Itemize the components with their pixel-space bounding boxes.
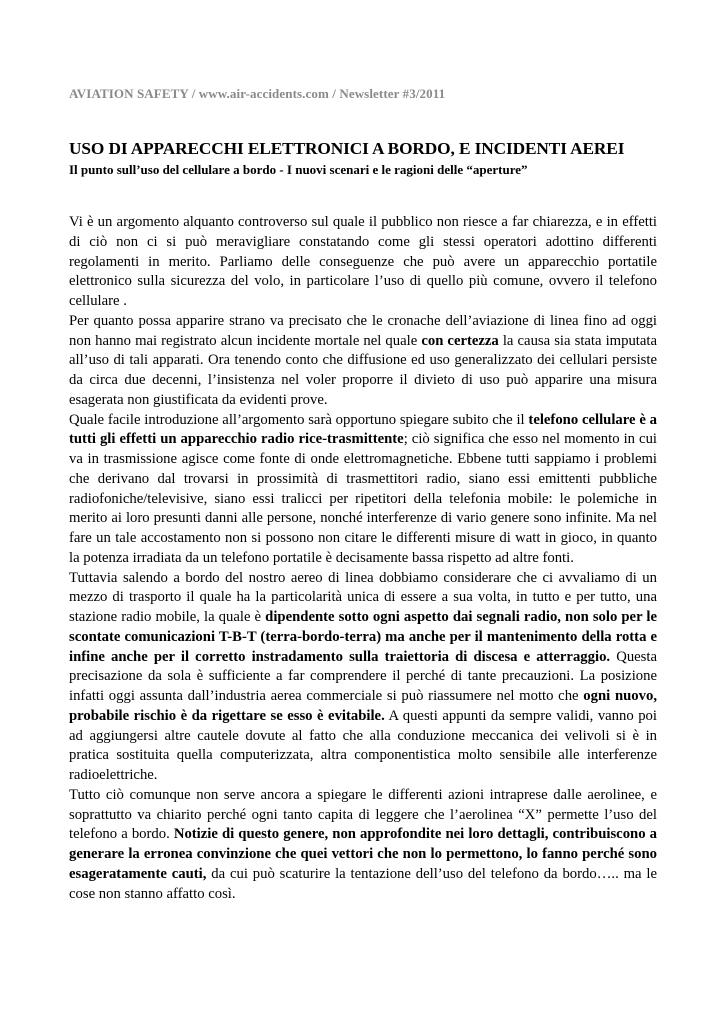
paragraph-text: Tutto ciò comunque non serve ancora a spiegare le differenti azioni intraprese dalle aerolinee, e soprattutto va chiarito perché ogni tanto capita di leggere che l’aerolinea “X” permette l’uso del telefono a bordo.	[69, 786, 657, 843]
paragraph	[69, 786, 657, 905]
article-body	[69, 213, 657, 904]
paragraph-text: da cui può scaturire la tentazione dell’uso del telefono da bordo….. ma le cose non stanno affatto così.	[69, 865, 657, 902]
paragraph-text: la causa sia stata imputata all’uso di tali apparati. Ora tenendo conto che diffusione ed uso generalizzato dei cellulari persiste da circa due decenni, l’insistenza nel voler proporre il divieto di uso può apparire una misura esagerata non giustificata da evidenti prove.	[69, 332, 657, 408]
newsletter-header: AVIATION SAFETY / www.air-accidents.com / Newsletter #3/2011	[69, 86, 446, 101]
paragraph-text: ; ciò significa che esso nel momento in cui va in trasmissione agisce come fonte di onde elettromagnetiche. Ebbene tutti sappiamo i problemi che derivano dal trovarsi in prossimità di trasmettitori radio, siano essi emittenti pubbliche radiofoniche/televisive, siano essi tralicci per ripetitori della telefonia mobile: le polemiche in merito ai loro presunti danni alle persone, nonché interferenze di vario genere sono infinite. Ma nel fare un tale accostamento non si possono non citare le differenti misure di watt in gioco, in quanto la potenza irradiata da un telefono portatile è decisamente bassa rispetto ad altre fonti.	[69, 431, 657, 566]
paragraph-text: Quale facile introduzione all’argomento sarà opportuno spiegare subito che il	[69, 411, 529, 428]
paragraph-text: Tuttavia salendo a bordo del nostro aereo di linea dobbiamo considerare che ci avvaliamo di un mezzo di trasporto il quale ha la particolarità unica di essere a sua volta, in tutto e per tutto, una stazione radio mobile, la quale è	[69, 569, 657, 625]
paragraph	[69, 213, 657, 312]
paragraph-emphasis: telefono cellulare è a tutti gli effetti un apparecchio radio rice-trasmittente	[69, 411, 658, 448]
paragraph-text: A questi appunti da sempre validi, vanno poi ad aggiungersi altre cautele dovute al fatto che alla conduzione meccanica dei velivoli si è in pratica sostituita quella computerizzata, altra componentistica molto sensibile alle interferenze radioelettriche.	[69, 707, 657, 783]
paragraph-emphasis: con certezza	[421, 332, 499, 349]
paragraph	[69, 312, 657, 411]
article-subtitle: Il punto sull’uso del cellulare a bordo - I nuovi scenari e le ragioni delle “aperture”	[69, 162, 528, 177]
paragraph	[69, 411, 657, 569]
article-title: USO DI APPARECCHI ELETTRONICI A BORDO, E INCIDENTI AEREI	[69, 139, 625, 158]
paragraph-emphasis: dipendente sotto ogni aspetto dai segnali radio, non solo per le scontate comunicazioni T-B-T (terra-bordo-terra) ma anche per il mantenimento della rotta e infine anche per il corretto instradamento sulla traiettoria di discesa e atterraggio.	[69, 609, 657, 665]
paragraph-emphasis: ogni nuovo, probabile rischio è da rigettare se esso è evitabile.	[69, 688, 657, 724]
paragraph-emphasis: Notizie di questo genere, non approfondite nei loro dettagli, contribuiscono a generare la erronea convinzione che quei vettori che non lo permettono, lo fanno perché sono esageratamente cauti,	[69, 826, 657, 882]
paragraph-text: Per quanto possa apparire strano va precisato che le cronache dell’aviazione di linea fino ad oggi non hanno mai registrato alcun incidente mortale nel quale	[69, 312, 657, 349]
paragraph-text: Questa precisazione da sola è sufficiente a far comprendere il perché di tante precauzioni. La posizione infatti oggi assunta dall’industria aerea commerciale si può riassumere nel motto che	[69, 648, 657, 704]
paragraph-text: Vi è un argomento alquanto controverso sul quale il pubblico non riesce a far chiarezza, e in effetti di ciò non ci si può meravigliare constatando come gli stessi operatori adottino differenti regolamenti in merito. Parliamo delle conseguenze che può avere un apparecchio portatile elettronico sulla sicurezza del volo, in particolare l’uso di quello più comune, ovvero il telefono cellulare .	[69, 214, 657, 309]
paragraph	[69, 569, 657, 786]
